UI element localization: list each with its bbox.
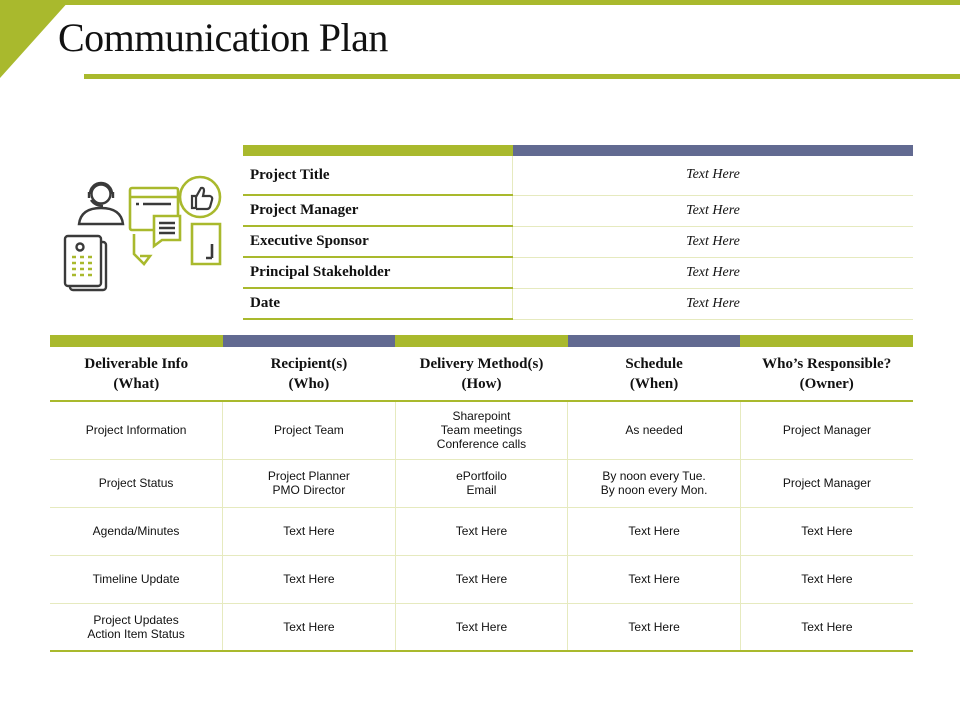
table-cell — [395, 507, 568, 555]
column-header — [740, 347, 913, 401]
column-header-title: Schedule — [625, 355, 683, 372]
column-header-title: Recipient(s) — [270, 355, 348, 372]
cell-text: Text Here — [628, 524, 680, 538]
table-cell — [568, 555, 741, 603]
info-row — [243, 156, 913, 195]
info-row — [243, 195, 913, 226]
cell-text: Sharepoint — [452, 409, 511, 424]
table-cell — [223, 555, 396, 603]
column-header-bar — [568, 335, 741, 347]
info-value: Text Here — [513, 257, 914, 288]
table-cell — [395, 459, 568, 507]
header-row — [50, 347, 913, 401]
column-header-bar — [50, 335, 223, 347]
cell-text: Project Planner — [267, 469, 350, 483]
column-header-subtitle: (When) — [629, 375, 679, 392]
cell-text: Text Here — [455, 619, 508, 634]
column-header-bar — [223, 335, 396, 347]
table-cell — [223, 603, 396, 651]
cell-text: Project Manager — [782, 476, 871, 490]
table-cell — [740, 401, 913, 459]
table-cell — [740, 507, 913, 555]
table-row — [50, 401, 913, 459]
column-header-title: Delivery Method(s) — [419, 355, 544, 372]
cell-text: Project Manager — [782, 423, 871, 438]
cell-text: Text Here — [628, 572, 680, 586]
table-cell — [740, 459, 913, 507]
title-underline — [84, 74, 960, 79]
table-cell — [223, 459, 396, 507]
cell-text: Project Updates — [93, 612, 179, 627]
cell-text: PMO Director — [272, 483, 346, 497]
table-cell — [50, 555, 223, 603]
table-cell — [223, 401, 396, 459]
cell-text: Conference calls — [436, 437, 527, 452]
cell-text: Text Here — [455, 524, 508, 538]
cell-text: Text Here — [801, 572, 853, 586]
cell-text: Team meetings — [440, 423, 523, 438]
info-row — [243, 226, 913, 257]
communication-icon-cluster — [58, 172, 228, 297]
table-cell — [568, 459, 741, 507]
column-header — [223, 347, 396, 401]
table-cell — [50, 401, 223, 459]
column-header-subtitle: (Who) — [288, 375, 330, 392]
info-header-bar-right — [513, 145, 914, 156]
table-cell — [395, 603, 568, 651]
table-row — [50, 459, 913, 507]
column-header — [50, 347, 223, 401]
cell-text: By noon every Mon. — [600, 483, 708, 497]
table-row — [50, 555, 913, 603]
column-header — [395, 347, 568, 401]
column-header-subtitle: (Owner) — [799, 375, 854, 392]
column-header-subtitle: (What) — [113, 375, 160, 392]
cell-text: Text Here — [801, 524, 853, 538]
info-row — [243, 288, 913, 319]
table-cell — [395, 555, 568, 603]
info-label: Date — [243, 288, 513, 319]
info-value: Text Here — [513, 226, 914, 257]
table-cell — [740, 555, 913, 603]
cell-text: Project Status — [98, 476, 174, 490]
table-row — [50, 507, 913, 555]
table-cell — [50, 603, 223, 651]
info-header-bar-left — [243, 145, 513, 156]
column-header-bar — [395, 335, 568, 347]
info-label: Project Title — [243, 156, 513, 195]
table-cell — [50, 459, 223, 507]
support-agent-icon — [79, 183, 123, 224]
info-value: Text Here — [513, 156, 914, 195]
cell-text: Action Item Status — [87, 626, 185, 641]
cell-text: Text Here — [628, 619, 680, 634]
table-cell — [740, 603, 913, 651]
table-cell — [395, 401, 568, 459]
thumbs-up-icon — [180, 177, 220, 217]
cell-text: Text Here — [283, 524, 335, 538]
cell-text: Project Information — [85, 423, 187, 438]
project-info-table — [243, 145, 913, 320]
table-row — [50, 603, 913, 651]
column-header-subtitle: (How) — [461, 375, 502, 392]
cell-text: As needed — [625, 423, 683, 438]
top-accent-bar — [0, 0, 960, 5]
column-header-title: Who’s Responsible? — [762, 355, 892, 372]
cell-text: Project Team — [273, 423, 344, 438]
cell-text: Text Here — [801, 619, 853, 634]
communication-plan-table — [50, 335, 913, 652]
cell-text: By noon every Tue. — [602, 469, 706, 483]
column-header-title: Deliverable Info — [84, 355, 189, 372]
cell-text: Text Here — [283, 619, 335, 634]
info-value: Text Here — [513, 195, 914, 226]
table-cell — [223, 507, 396, 555]
column-header-bar — [740, 335, 913, 347]
table-cell — [50, 507, 223, 555]
cell-text: Text Here — [455, 572, 508, 586]
column-header — [568, 347, 741, 401]
cell-text: Email — [466, 483, 497, 497]
cell-text: Timeline Update — [92, 572, 180, 586]
info-value: Text Here — [513, 288, 914, 319]
cell-text: Agenda/Minutes — [92, 524, 180, 538]
info-label: Executive Sponsor — [243, 226, 513, 257]
info-label: Principal Stakeholder — [243, 257, 513, 288]
table-cell — [568, 401, 741, 459]
table-cell — [568, 603, 741, 651]
page-title: Communication Plan — [58, 15, 388, 60]
report-document-icon — [65, 236, 106, 290]
cell-text: ePortfoilo — [456, 469, 507, 483]
cell-text: Text Here — [283, 572, 335, 586]
table-cell — [568, 507, 741, 555]
info-row — [243, 257, 913, 288]
info-label: Project Manager — [243, 195, 513, 226]
